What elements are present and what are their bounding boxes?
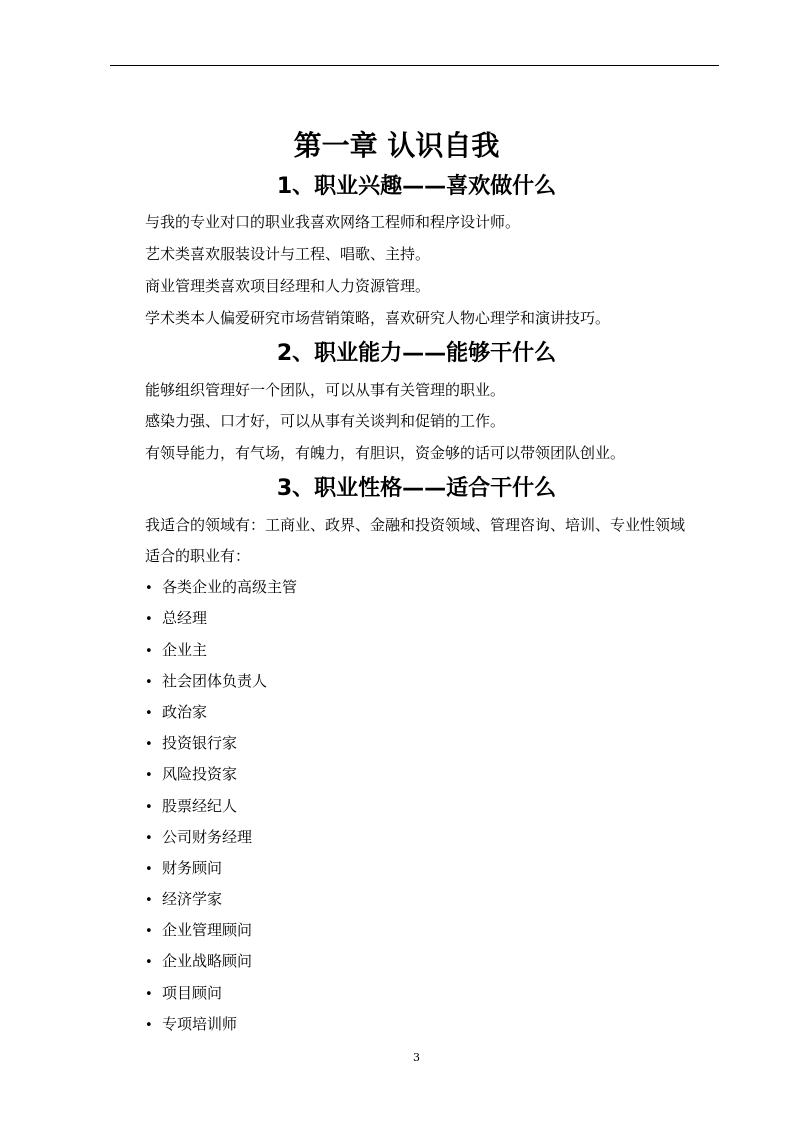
- list-item-text: 社会团体负责人: [162, 672, 268, 690]
- paragraph: 与我的专业对口的职业我喜欢网络工程师和程序设计师。: [145, 213, 521, 231]
- page-number: 3: [413, 1051, 420, 1064]
- bullet-icon: •: [145, 768, 153, 783]
- paragraph: 适合的职业有：: [145, 547, 251, 565]
- bullet-icon: •: [145, 800, 153, 815]
- bullet-icon: •: [145, 862, 153, 877]
- bullet-icon: •: [145, 675, 153, 690]
- list-item-text: 企业主: [162, 641, 208, 659]
- list-item: [145, 827, 252, 849]
- list-item: [145, 951, 252, 973]
- section-heading-personality: 3、职业性格——适合干什么: [276, 476, 557, 501]
- paragraph: 学术类本人偏爱研究市场营销策略，喜欢研究人物心理学和演讲技巧。: [145, 309, 611, 327]
- list-item: [145, 858, 222, 880]
- list-item: [145, 920, 252, 942]
- section-heading-abilities: 2、职业能力——能够干什么: [276, 341, 557, 366]
- bullet-icon: •: [145, 706, 153, 721]
- bullet-icon: •: [145, 893, 153, 908]
- paragraph: 能够组织管理好一个团队，可以从事有关管理的职业。: [145, 381, 506, 399]
- list-item-text: 经济学家: [162, 890, 223, 908]
- list-item: [145, 702, 207, 724]
- list-item-text: 公司财务经理: [162, 828, 253, 846]
- paragraph: 我适合的领域有：工商业、政界、金融和投资领域、管理咨询、培训、专业性领域: [145, 516, 686, 534]
- paragraph: 商业管理类喜欢项目经理和人力资源管理。: [145, 277, 431, 295]
- list-item-text: 投资银行家: [162, 734, 238, 752]
- list-item-text: 政治家: [162, 703, 208, 721]
- list-item-text: 风险投资家: [162, 765, 238, 783]
- list-item: [145, 640, 207, 662]
- bullet-icon: •: [145, 644, 153, 659]
- list-item: [145, 764, 237, 786]
- list-item-text: 各类企业的高级主管: [162, 578, 298, 596]
- section-heading-interests: 1、职业兴趣——喜欢做什么: [276, 174, 557, 199]
- bullet-icon: •: [145, 831, 153, 846]
- list-item-text: 股票经纪人: [162, 797, 238, 815]
- paragraph: 艺术类喜欢服装设计与工程、唱歌、主持。: [145, 245, 431, 263]
- list-item-text: 财务顾问: [162, 859, 223, 877]
- list-item: [145, 796, 237, 818]
- bullet-icon: •: [145, 737, 153, 752]
- list-item-text: 企业管理顾问: [162, 921, 253, 939]
- list-item: [145, 1014, 237, 1036]
- bullet-icon: •: [145, 1018, 153, 1033]
- list-item-text: 项目顾问: [162, 984, 223, 1002]
- list-item-text: 企业战略顾问: [162, 952, 253, 970]
- bullet-icon: •: [145, 924, 153, 939]
- bullet-icon: •: [145, 581, 153, 596]
- paragraph: 有领导能力，有气场，有魄力，有胆识，资金够的话可以带领团队创业。: [145, 444, 626, 462]
- list-item: [145, 671, 267, 693]
- bullet-icon: •: [145, 955, 153, 970]
- bullet-icon: •: [145, 987, 153, 1002]
- list-item: [145, 983, 222, 1005]
- list-item: [145, 889, 222, 911]
- list-item: [145, 733, 237, 755]
- chapter-title: 第一章 认识自我: [293, 129, 500, 162]
- bullet-icon: •: [145, 612, 153, 627]
- list-item: [145, 608, 207, 630]
- list-item-text: 专项培训师: [162, 1015, 238, 1033]
- paragraph: 感染力强、口才好，可以从事有关谈判和促销的工作。: [145, 412, 506, 430]
- list-item: [145, 577, 297, 599]
- header-rule: [110, 65, 719, 66]
- list-item-text: 总经理: [162, 609, 208, 627]
